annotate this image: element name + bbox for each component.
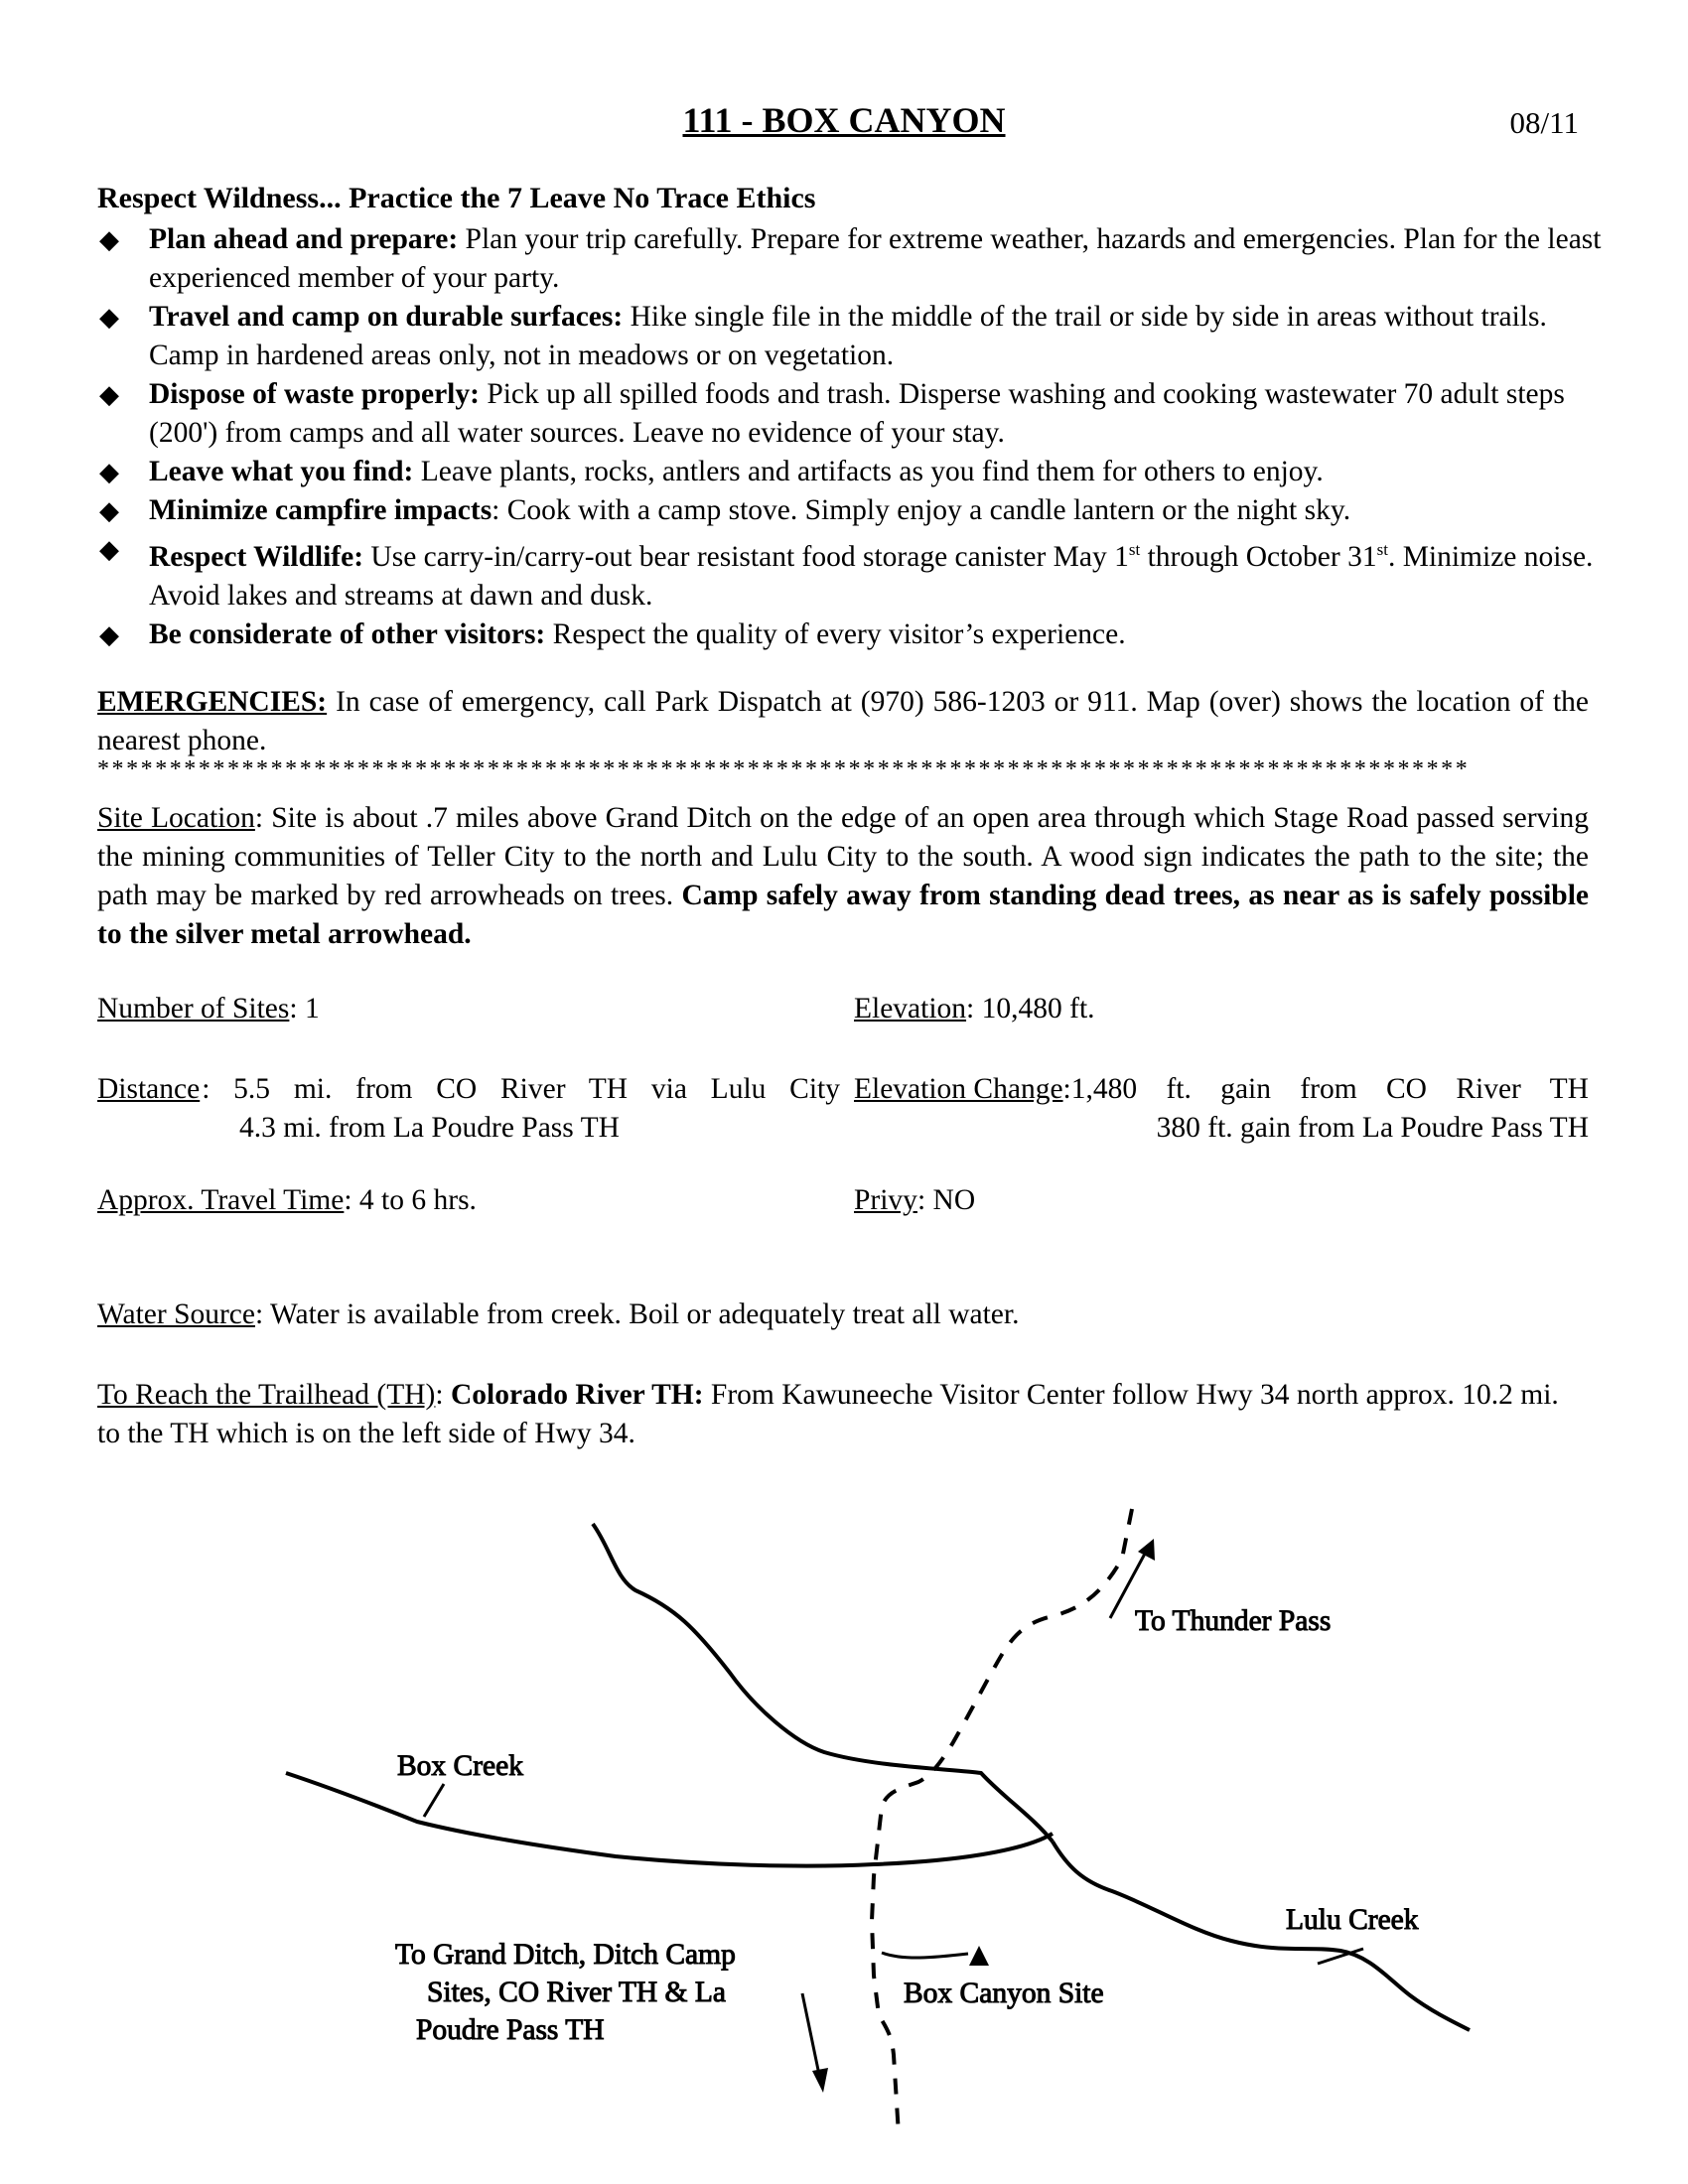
site-location-section [97,799,1589,954]
water-source-label: Water Source [97,1298,255,1330]
south-arrow-icon [812,2068,828,2093]
emergencies-text: In case of emergency, call Park Dispatch at (970) 586-1203 or 911. Map (over) shows the location of the nearest phone. [97,686,1589,756]
trail-dashed-line [872,1509,1132,2134]
principle-title: Plan ahead and prepare: [149,223,459,255]
principle-title: Respect Wildlife: [149,540,364,573]
to-grand-ditch-label-3: Poudre Pass TH [416,2014,605,2046]
distance [97,1070,840,1148]
distance-line-1: : 5.5 mi. from CO River TH via Lulu City [202,1073,840,1105]
list-item [97,298,1607,375]
sites-value: : 1 [289,993,320,1024]
site-location-text: : Site is about .7 miles above Grand Ditch on the edge of an open area through which Stage Road passed serving the mining communities of Teller City to the north and Lulu City to the south. A wood sign indicates the path to the site; the path may be marked by red arrowheads on trees. [97,802,1590,911]
trailhead-colon: : [435,1379,451,1411]
ordinal-suffix: st [1376,540,1388,559]
page-title: 111 - BOX CANYON [682,100,1006,140]
principle-title: Travel and camp on durable surfaces: [149,301,624,333]
lulu-creek-line [1053,1842,1470,2030]
privy [854,1184,975,1217]
leave-no-trace-heading: Respect Wildness... Practice the 7 Leave No Trace Ethics [97,182,816,214]
principle-text: Plan your trip carefully. Prepare for extreme weather, hazards and emergencies. Plan for the least experienced member of your party. [149,223,1602,294]
trail-map [0,1479,1688,2184]
principle-text: through October 31 [1140,540,1377,573]
diamond-bullet-icon: ◆ [99,225,119,254]
principle-title: Be considerate of other visitors: [149,617,546,650]
list-item [97,615,1607,654]
privy-label: Privy [854,1184,917,1216]
trailhead-text: From Kawuneeche Visitor Center follow Hwy 34 north approx. 10.2 mi. to the TH which is on the left side of Hwy 34. [97,1379,1559,1449]
box-creek-label: Box Creek [397,1750,523,1782]
site-spur-line [882,1953,968,1958]
to-thunder-pass-label: To Thunder Pass [1135,1605,1332,1637]
list-item [97,491,1607,530]
box-canyon-site-label: Box Canyon Site [904,1978,1104,2009]
elevation-value: : 10,480 ft. [966,993,1095,1024]
travel-time-label: Approx. Travel Time [97,1184,345,1216]
emergencies-label: EMERGENCIES: [97,686,328,718]
diamond-bullet-icon: ◆ [99,303,119,332]
principle-text: Use carry-in/carry-out bear resistant food storage canister May 1 [363,540,1129,573]
diamond-bullet-icon: ◆ [99,496,119,525]
travel-time [97,1184,477,1217]
to-grand-ditch-label-1: To Grand Ditch, Ditch Camp [395,1939,736,1971]
elevation-label: Elevation [854,993,967,1024]
trailhead-name: Colorado River TH: [450,1379,704,1411]
principle-title: Leave what you find: [149,456,414,487]
principle-text: : Cook with a camp stove. Simply enjoy a candle lantern or the night sky. [492,494,1351,526]
principle-text: . Minimize noise. Avoid lakes and streams at dawn and dusk. [149,540,1594,612]
site-location-label: Site Location [97,802,255,834]
emergencies-section [97,683,1589,760]
elevation-change-line-2: 380 ft. gain from La Poudre Pass TH [1156,1112,1589,1144]
principle-title: Minimize campfire impacts [149,494,492,526]
leave-no-trace-list [97,220,1607,654]
list-item [97,375,1607,453]
ordinal-suffix: st [1128,540,1141,559]
north-creek-line [593,1524,1053,1842]
south-arrow-line [802,1993,819,2075]
travel-time-value: : 4 to 6 hrs. [344,1184,477,1216]
list-item [97,530,1607,615]
diamond-bullet-icon: ◆ [99,458,119,486]
water-source [97,1298,1019,1331]
trailhead-section [97,1376,1589,1453]
distance-label: Distance [97,1073,201,1105]
distance-line-2: 4.3 mi. from La Poudre Pass TH [239,1112,620,1144]
revision-date: 08/11 [1509,105,1579,140]
principle-text: Hike single file in the middle of the trail or side by side in areas without trails. Camp in hardened areas only, not in meadows or on vegetation. [149,301,1547,371]
privy-value: : NO [916,1184,976,1216]
section-divider: *********************************************************************************************** [97,756,1471,782]
box-creek-leader-line [424,1784,444,1817]
box-creek-line [286,1773,1053,1866]
campsite-triangle-icon [969,1946,989,1966]
diamond-bullet-icon: ◆ [99,619,119,649]
diamond-bullet-icon: ◆ [99,535,119,564]
elevation-change [854,1070,1589,1148]
site-location-warning: Camp safely away from standing dead trees, as near as is safely possible to the silver metal arrowhead. [97,880,1589,950]
diamond-bullet-icon: ◆ [99,380,119,409]
north-arrow-icon [1138,1539,1155,1561]
elevation-change-label: Elevation Change [854,1073,1063,1105]
elevation [854,993,1095,1025]
number-of-sites [97,993,320,1025]
water-source-text: : Water is available from creek. Boil or adequately treat all water. [254,1298,1020,1330]
to-grand-ditch-label-2: Sites, CO River TH & La [427,1977,726,2008]
sites-label: Number of Sites [97,993,290,1024]
list-item [97,220,1607,298]
principle-text: Leave plants, rocks, antlers and artifacts as you find them for others to enjoy. [413,456,1324,487]
principle-text: Respect the quality of every visitor’s experience. [545,617,1126,650]
trailhead-label: To Reach the Trailhead (TH) [97,1379,436,1411]
principle-text: Pick up all spilled foods and trash. Disperse washing and cooking wastewater 70 adult steps (200') from camps and all water sources. Leave no evidence of your stay. [149,378,1565,449]
lulu-creek-label: Lulu Creek [1286,1904,1419,1936]
principle-title: Dispose of waste properly: [149,378,480,410]
list-item [97,453,1607,491]
elevation-change-line-1: :1,480 ft. gain from CO River TH [1062,1073,1589,1105]
